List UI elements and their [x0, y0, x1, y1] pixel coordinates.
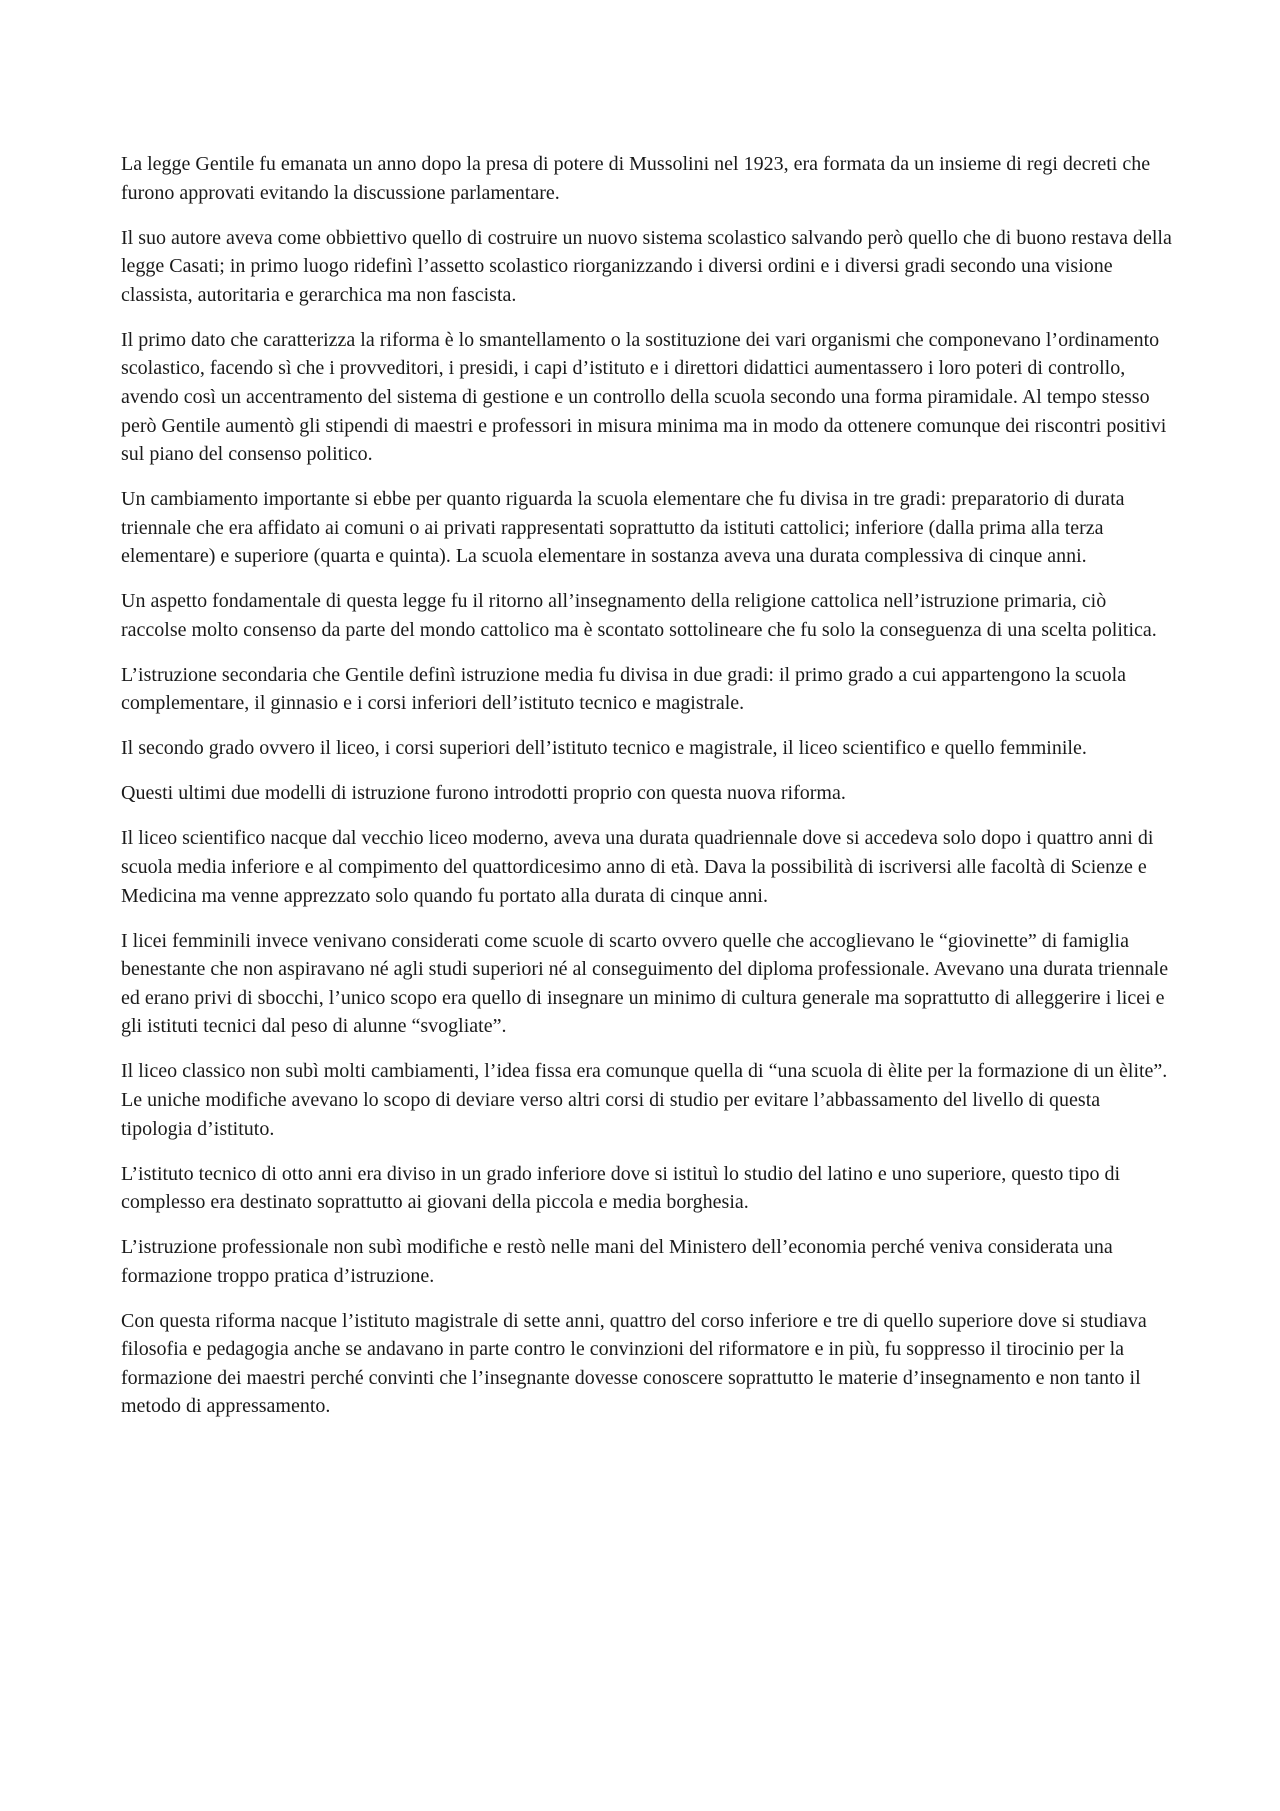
paragraph-6: L’istruzione secondaria che Gentile definì istruzione media fu divisa in due gradi: il primo grado a cui appartengono la scuola complementare, il ginnasio e i corsi inferiori dell’istituto tecnico e magistrale.: [121, 663, 1127, 715]
paragraph-4: Un cambiamento importante si ebbe per quanto riguarda la scuola elementare che fu divisa in tre gradi: preparatorio di durata triennale che era affidato ai comuni o ai privati rappresentati soprattutto da istituti cattolici; inferiore (dalla prima alla terza elementare) e superiore (quarta e quinta). La scuola elementare in sostanza aveva una durata complessiva di cinque anni.: [121, 488, 1125, 568]
paragraph-3: Il primo dato che caratterizza la riforma è lo smantellamento o la sostituzione dei vari organismi che componevano l’ordinamento scolastico, facendo sì che i provveditori, i presidi, i capi d’istituto e i direttori didattici aumentassero i loro poteri di controllo, avendo così un accentramento del sistema di gestione e un controllo della scuola secondo una forma piramidale. Al tempo stesso però Gentile aumentò gli stipendi di maestri e professori in misura minima ma in modo da ottenere comunque dei riscontri positivi sul piano del consenso politico.: [121, 328, 1167, 466]
paragraph-12: L’istituto tecnico di otto anni era diviso in un grado inferiore dove si istituì lo studio del latino e uno superiore, questo tipo di complesso era destinato soprattutto ai giovani della piccola e media borghesia.: [121, 1162, 1121, 1214]
paragraph-11: Il liceo classico non subì molti cambiamenti, l’idea fissa era comunque quella di “una scuola di èlite per la formazione di un èlite”. Le uniche modifiche avevano lo scopo di deviare verso altri corsi di studio per evitare l’abbassamento del livello di questa tipologia d’istituto.: [121, 1060, 1168, 1140]
paragraph-10: I licei femminili invece venivano considerati come scuole di scarto ovvero quelle che accoglievano le “giovinette” di famiglia benestante che non aspiravano né agli studi superiori né al conseguimento del diploma professionale. Avevano una durata triennale ed erano privi di sbocchi, l’unico scopo era quello di insegnare un minimo di cultura generale ma soprattutto di alleggerire i licei e gli istituti tecnici dal peso di alunne “svogliate”.: [121, 929, 1169, 1038]
paragraph-1: La legge Gentile fu emanata un anno dopo la presa di potere di Mussolini nel 1923, era formata da un insieme di regi decreti che furono approvati evitando la discussione parlamentare.: [121, 153, 1151, 204]
paragraph-2: Il suo autore aveva come obbiettivo quello di costruire un nuovo sistema scolastico salvando però quello che di buono restava della legge Casati; in primo luogo ridefinì l’assetto scolastico riorganizzando i diversi ordini e i diversi gradi secondo una visione classista, autoritaria e gerarchica ma non fascista.: [121, 226, 1172, 306]
document-body: [121, 150, 1173, 1437]
paragraph-7: Il secondo grado ovvero il liceo, i corsi superiori dell’istituto tecnico e magistrale, il liceo scientifico e quello femminile.: [121, 737, 1087, 760]
paragraph-5: Un aspetto fondamentale di questa legge fu il ritorno all’insegnamento della religione cattolica nell’istruzione primaria, ciò raccolse molto consenso da parte del mondo cattolico ma è scontato sottolineare che fu solo la conseguenza di una scelta politica.: [121, 590, 1157, 641]
paragraph-13: L’istruzione professionale non subì modifiche e restò nelle mani del Ministero dell’economia perché veniva considerata una formazione troppo pratica d’istruzione.: [121, 1236, 1113, 1287]
paragraph-9: Il liceo scientifico nacque dal vecchio liceo moderno, aveva una durata quadriennale dove si accedeva solo dopo i quattro anni di scuola media inferiore e al compimento del quattordicesimo anno di età. Dava la possibilità di iscriversi alle facoltà di Scienze e Medicina ma venne apprezzato solo quando fu portato alla durata di cinque anni.: [121, 827, 1154, 907]
paragraph-14: Con questa riforma nacque l’istituto magistrale di sette anni, quattro del corso inferiore e tre di quello superiore dove si studiava filosofia e pedagogia anche se andavano in parte contro le convinzioni del riformatore e in più, fu soppresso il tirocinio per la formazione dei maestri perché convinti che l’insegnante dovesse conoscere soprattutto le materie d’insegnamento e non tanto il metodo di appressamento.: [121, 1309, 1147, 1418]
paragraph-8: Questi ultimi due modelli di istruzione furono introdotti proprio con questa nuova riforma.: [121, 782, 846, 805]
